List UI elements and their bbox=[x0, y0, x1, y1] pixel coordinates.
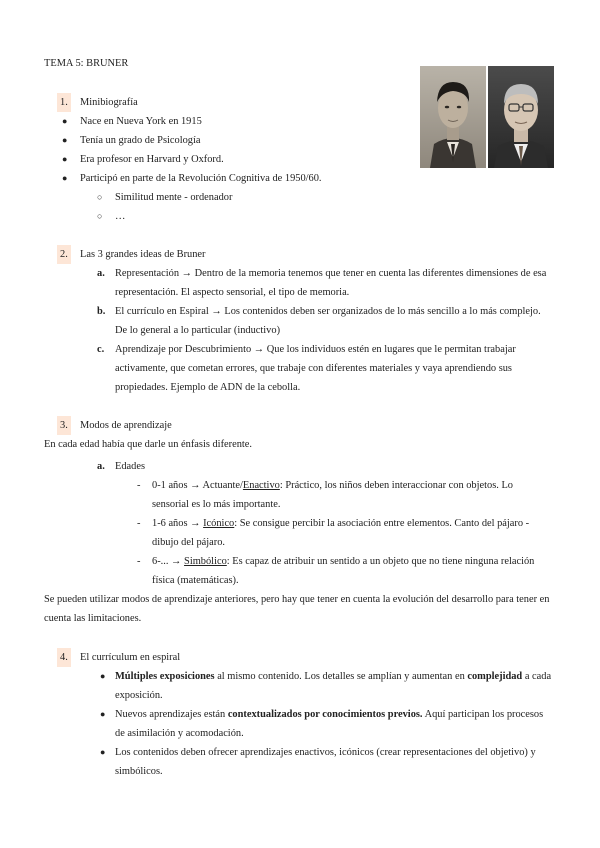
section-3-number: 3. bbox=[57, 416, 71, 435]
bullet-icon: ● bbox=[62, 173, 68, 183]
bullet-icon: ● bbox=[100, 747, 106, 757]
list-letter-a: a. bbox=[97, 268, 105, 279]
section-4-number: 4. bbox=[57, 648, 71, 667]
bullet-icon: ● bbox=[100, 671, 106, 681]
section-2-number: 2. bbox=[57, 245, 71, 264]
bio-item-4: Participó en parte de la Revolución Cognitiva de 1950/60. bbox=[80, 173, 322, 184]
list-letter-c: c. bbox=[97, 344, 105, 355]
spiral-point-2: Nuevos aprendizajes están contextualizados por conocimientos previos. Aquí participan los procesos de asimilación y acomodación. bbox=[115, 709, 544, 739]
section-1-heading: Minibiografía bbox=[80, 97, 138, 108]
idea-descubrimiento: Aprendizaje por Descubrimiento → Que los individuos estén en lugares que le permitan trabajar activamente, que cometan errores, que trabaje con diferentes materiales y vaya aprendiendo sus propiedades. Ejemplo de ADN de la cebolla. bbox=[115, 344, 516, 393]
bullet-icon: ● bbox=[62, 154, 68, 164]
bullet-icon: ● bbox=[100, 709, 106, 719]
section-1-number: 1. bbox=[57, 93, 71, 112]
edades-label: Edades bbox=[115, 461, 146, 472]
older-bruner-photo bbox=[488, 66, 554, 168]
circle-bullet-icon: ○ bbox=[97, 192, 103, 202]
dash-icon: - bbox=[137, 518, 141, 529]
list-letter-b: b. bbox=[97, 306, 106, 317]
mode-simbolico: 6-... → Simbólico: Es capaz de atribuir un sentido a un objeto que no tiene ninguna relación física (matemáticas). bbox=[152, 556, 535, 586]
bio-item-3: Era profesor en Harvard y Oxford. bbox=[80, 154, 224, 165]
bullet-icon: ● bbox=[62, 116, 68, 126]
circle-bullet-icon: ○ bbox=[97, 211, 103, 221]
bio-subitem-1: Similitud mente - ordenador bbox=[115, 192, 233, 203]
dash-icon: - bbox=[137, 556, 141, 567]
bullet-icon: ● bbox=[62, 135, 68, 145]
bio-subitem-2: … bbox=[115, 211, 126, 222]
modes-intro: En cada edad había que darle un énfasis diferente. bbox=[44, 439, 253, 450]
idea-curriculo-espiral: El currículo en Espiral → Los contenidos deben ser organizados de lo más sencillo a lo más complejo. De lo general a lo particular (inductivo) bbox=[115, 306, 541, 336]
section-4-heading: El currículum en espiral bbox=[80, 652, 181, 663]
mode-enactivo: 0-1 años → Actuante/Enactivo: Práctico, los niños deben interaccionar con objetos. Lo sensorial es lo más importante. bbox=[152, 480, 513, 510]
spiral-point-3: Los contenidos deben ofrecer aprendizajes enactivos, icónicos (crear representaciones del objetivo) y simbólicos. bbox=[115, 747, 536, 777]
list-letter-a: a. bbox=[97, 461, 105, 472]
section-2-heading: Las 3 grandes ideas de Bruner bbox=[80, 249, 206, 260]
page-title: TEMA 5: BRUNER bbox=[44, 58, 129, 69]
mode-iconico: 1-6 años → Icónico: Se consigue percibir la asociación entre elementos. Canto del pájaro - dibujo del pájaro. bbox=[152, 518, 530, 548]
dash-icon: - bbox=[137, 480, 141, 491]
idea-representacion: Representación → Dentro de la memoria tenemos que tener en cuenta las diferentes dimensiones de esa representación. El aspecto sensorial, el tipo de memoria. bbox=[115, 268, 547, 298]
bio-item-2: Tenía un grado de Psicología bbox=[80, 135, 201, 146]
modes-outro: Se pueden utilizar modos de aprendizaje anteriores, pero hay que tener en cuenta la evolución del desarrollo para tener en cuenta las limitaciones. bbox=[44, 594, 550, 624]
young-bruner-photo bbox=[420, 66, 486, 168]
bio-item-1: Nace en Nueva York en 1915 bbox=[80, 116, 202, 127]
section-3-heading: Modos de aprendizaje bbox=[80, 420, 172, 431]
portrait-photos bbox=[420, 66, 556, 168]
spiral-point-1: Múltiples exposiciones al mismo contenido. Los detalles se amplían y aumentan en complejidad a cada exposición. bbox=[115, 671, 552, 701]
